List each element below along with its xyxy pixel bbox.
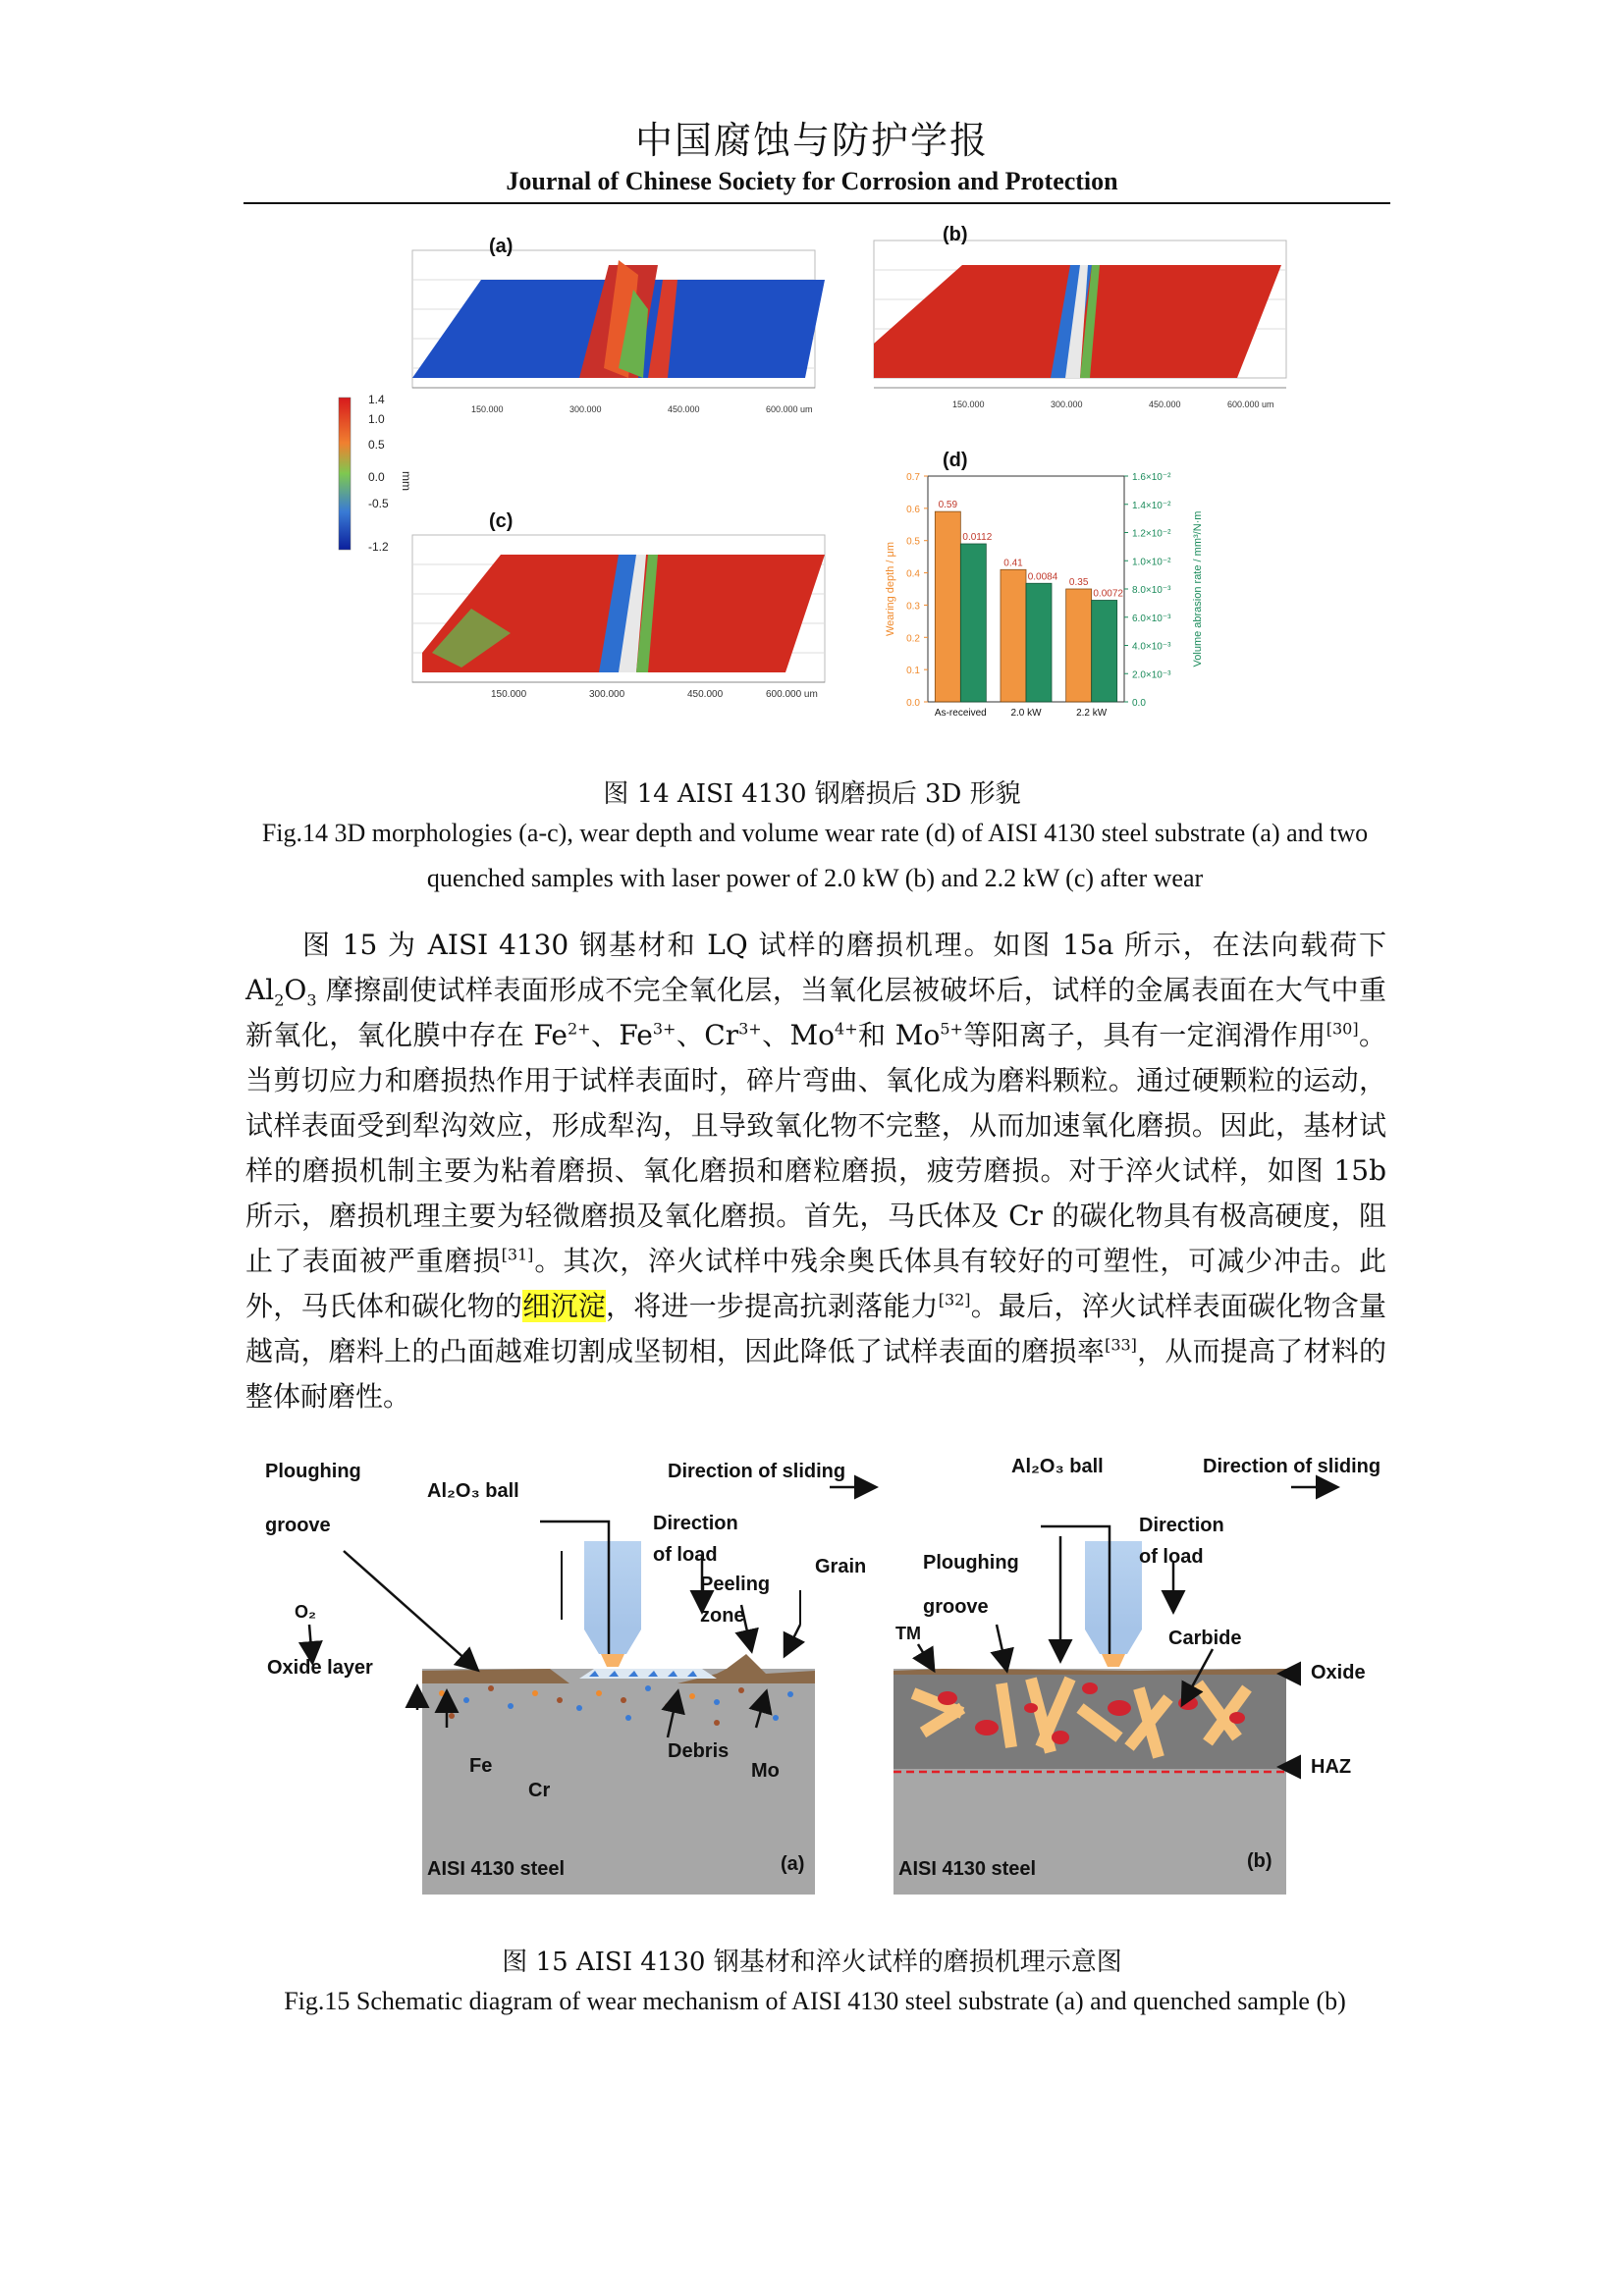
bar-volume-rate [1092,601,1117,703]
text-run: 4+ [835,1019,858,1039]
citation: [31] [501,1245,534,1264]
bar-label: 0.0112 [962,532,993,543]
colorbar-tick: -0.5 [368,497,389,510]
y-tick-label: 0.2 [906,633,920,645]
text-run: 3+ [738,1019,762,1039]
label-o2: O₂ [295,1602,316,1622]
label-peeling-1: Peeling [700,1574,771,1595]
label-steel-b: AISI 4130 steel [898,1858,1037,1880]
y2-tick-label: 8.0×10⁻³ [1132,585,1171,596]
surface-tick: 600.000 um [766,689,818,700]
colorbar-tick: 1.0 [368,412,385,426]
y-tick-label: 0.6 [906,504,920,515]
schematic-a [265,1443,874,1895]
colorbar [339,393,413,554]
text-run: 2 [274,990,285,1010]
label-ploughing-b: Ploughing [923,1552,1019,1574]
label-groove-b: groove [923,1596,989,1618]
bar-label: 0.0084 [1027,571,1058,583]
bar-label: 0.35 [1068,577,1089,588]
highlighted-text: 细沉淀 [522,1290,606,1322]
citation: [30] [1326,1019,1359,1039]
colorbar-tick: -1.2 [368,540,389,554]
text-run: 、Cr [676,1019,739,1051]
colorbar-tick: 0.0 [368,470,385,484]
colorbar-tick: 0.5 [368,438,385,452]
label-mo: Mo [751,1760,780,1782]
label-fe: Fe [469,1755,493,1777]
y2-tick-label: 2.0×10⁻³ [1132,669,1171,681]
header-rule [244,202,1390,204]
label-panel-a: (a) [781,1853,805,1875]
surface-tick: 450.000 [687,689,724,700]
text-run: 图 15 为 AISI 4130 钢基材和 LQ 试样的磨损机理。如图 15a 所示，在法向载荷下 Al [245,929,1386,1006]
y-tick-label: 0.0 [906,698,920,709]
panel-label-d: (d) [943,450,968,471]
y-tick-label: 0.7 [906,472,920,483]
surface-tick: 600.000 um [1227,400,1274,409]
text-run: 。当剪切应力和磨损热作用于试样表面时，碎片弯曲、氧化成为磨料颗粒。通过硬颗粒的运动，试样表面受到犁沟效应，形成犁沟，且导致氧化物不完整，从而加速氧化磨损。因此，基材试样的磨损机制主要为粘着磨损、氧化磨损和磨粒磨损，疲劳磨损。对于淬火试样，如图 15b 所示，磨损机理主要为轻微磨损及氧化磨损。首先，马氏体及 Cr 的碳化物具有极高硬度，阻止了表面被严重磨损 [245,1019,1386,1277]
bar-wearing-depth [1066,589,1092,702]
surface-tick: 300.000 [569,404,602,414]
y2-tick-label: 4.0×10⁻³ [1132,641,1171,653]
label-grain: Grain [815,1556,867,1577]
bar-wearing-depth [1001,569,1026,702]
bar-volume-rate [960,544,986,702]
label-carbide: Carbide [1168,1628,1242,1649]
label-cr: Cr [528,1780,551,1801]
colorbar-tick: 1.4 [368,393,385,406]
surface-tick: 150.000 [471,404,504,414]
y2-tick-label: 1.6×10⁻² [1132,472,1171,483]
label-haz: HAZ [1311,1756,1352,1778]
colorbar-unit: mm [400,471,413,491]
text-run: 和 Mo [857,1019,941,1051]
text-run: 摩擦副使试样表面形成不完全氧化层，当氧化层被破坏后，试样的金属表面在大气中重新氧化，氧化膜中存在 Fe [245,974,1386,1051]
y-tick-label: 0.5 [906,536,920,548]
text-run: 等阳离子，具有一定润滑作用 [962,1019,1326,1051]
text-run: ，将进一步提高抗剥落能力 [605,1290,939,1322]
text-run: 。其次，淬火试样中残余奥氏体具有较好的可塑性，可减少冲击。此外，马氏体和碳化物的 [245,1245,1386,1322]
journal-title-en: Journal of Chinese Society for Corrosion and Protection [506,167,1118,195]
text-run: 5+ [940,1019,963,1039]
wear-bar-chart [885,472,1204,719]
citation: [33] [1105,1335,1137,1355]
label-sliding: Direction of sliding [668,1461,846,1482]
bar-volume-rate [1026,583,1052,702]
fig15-caption-en: Fig.15 Schematic diagram of wear mechanism of AISI 4130 steel substrate (a) and quenched sample (b) [284,1987,1346,2015]
text-run: 、Fe [590,1019,653,1051]
label-load-b-2: of load [1139,1546,1204,1568]
x-tick-label: 2.0 kW [1010,708,1042,719]
text-run: O [284,974,307,1006]
label-peeling-2: zone [700,1605,745,1627]
y-tick-label: 0.4 [906,568,920,580]
surface-tick: 600.000 um [766,404,813,414]
body-paragraph [245,923,1386,1419]
x-tick-label: 2.2 kW [1076,708,1108,719]
figure-14 [324,221,1306,731]
surface-tick: 150.000 [491,689,527,700]
label-sliding-b: Direction of sliding [1203,1456,1381,1477]
label-groove: groove [265,1515,331,1536]
label-load-1: Direction [653,1513,738,1534]
y2-axis-title: Volume abrasion rate / mm³/N·m [1192,510,1204,667]
panel-label-b: (b) [943,224,968,245]
label-load-b-1: Direction [1139,1515,1224,1536]
text-run: ，从而提高了材料的整体耐磨性。 [245,1335,1386,1413]
surface-tick: 300.000 [589,689,625,700]
y2-tick-label: 1.2×10⁻² [1132,528,1171,540]
x-tick-label: As-received [934,708,987,719]
text-run: 3 [306,990,317,1010]
surface-plot-c [412,535,825,700]
surface-plot-a [412,250,825,414]
journal-title-cn: 中国腐蚀与防护学报 [634,119,989,162]
surface-plot-b [874,240,1286,409]
label-tm: TM [895,1624,921,1643]
text-run: 。最后，淬火试样表面碳化物含量越高，磨料上的凸面越难切割成坚韧相，因此降低了试样表面的磨损率 [245,1290,1386,1367]
surface-tick: 450.000 [1149,400,1181,409]
fig14-caption-en: Fig.14 3D morphologies (a-c), wear depth and volume wear rate (d) of AISI 4130 steel substrate (a) and two quenched samples with laser power of 2.0 kW (b) and 2.2 kW (c) after wear [261,819,1369,892]
label-ball-b: Al₂O₃ ball [1011,1456,1104,1477]
text-run: 3+ [652,1019,677,1039]
bar-label: 0.0072 [1093,588,1123,600]
figure-15 [255,1443,1414,1895]
y2-tick-label: 6.0×10⁻³ [1132,613,1171,624]
panel-label-c: (c) [489,510,514,532]
bar-wearing-depth [935,511,960,702]
bar-label: 0.59 [938,500,958,511]
y-axis-title: Wearing depth / μm [885,541,896,637]
fig15-caption-cn: 图 15 AISI 4130 钢基材和淬火试样的磨损机理示意图 [502,1948,1122,1977]
citation: [32] [938,1290,971,1309]
label-steel-a: AISI 4130 steel [427,1858,566,1880]
text-run: 2+ [567,1019,591,1039]
label-load-2: of load [653,1544,718,1566]
surface-tick: 300.000 [1051,400,1083,409]
schematic-b [893,1456,1380,1895]
surface-tick: 450.000 [668,404,700,414]
y-tick-label: 0.3 [906,601,920,613]
surface-tick: 150.000 [952,400,985,409]
label-oxide-layer: Oxide layer [267,1657,373,1679]
bar-label: 0.41 [1003,558,1023,569]
y2-tick-label: 1.0×10⁻² [1132,557,1171,568]
y2-tick-label: 0.0 [1132,698,1146,709]
panel-label-a: (a) [489,236,514,257]
fig14-caption-cn: 图 14 AISI 4130 钢磨损后 3D 形貌 [603,779,1021,809]
label-ploughing: Ploughing [265,1461,361,1482]
y2-tick-label: 1.4×10⁻² [1132,500,1171,511]
label-panel-b: (b) [1247,1850,1272,1872]
label-debris: Debris [668,1740,730,1762]
text-run: 、Mo [761,1019,836,1051]
y-tick-label: 0.1 [906,666,920,677]
label-oxide-b: Oxide [1311,1662,1366,1683]
label-ball: Al₂O₃ ball [427,1480,519,1502]
